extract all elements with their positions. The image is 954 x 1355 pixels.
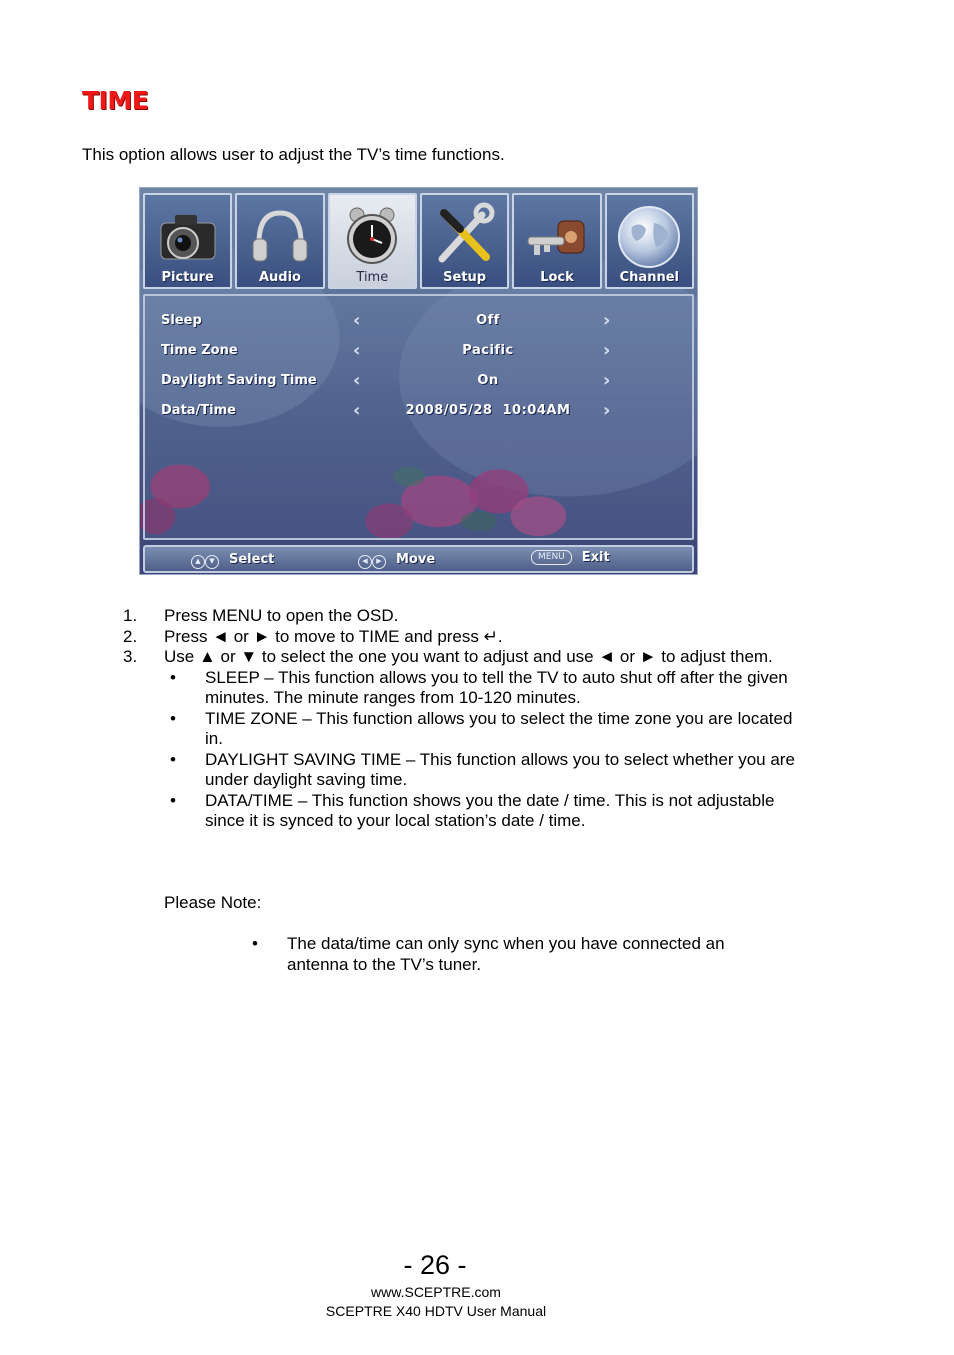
sub-item-text: SLEEP – This function allows you to tell the TV to auto shut off after the given minutes. The minute ranges from 10-120 minutes. bbox=[205, 667, 788, 707]
list-number: 2. bbox=[123, 626, 138, 646]
chevron-right-icon[interactable]: › bbox=[603, 370, 611, 391]
chevron-left-icon[interactable]: ‹ bbox=[353, 340, 361, 361]
lock-icon bbox=[522, 201, 592, 271]
list-text: Press ◄ or ► to move to TIME and press ↵. bbox=[164, 626, 503, 646]
list-text: Use ▲ or ▼ to select the one you want to adjust and use ◄ or ► to adjust them. bbox=[164, 647, 773, 666]
chevron-right-icon[interactable]: › bbox=[603, 340, 611, 361]
setting-row-data-time[interactable] bbox=[145, 396, 692, 426]
instruction-list bbox=[123, 606, 803, 832]
page-number: - 26 - bbox=[403, 1250, 467, 1280]
sub-list-item bbox=[164, 709, 803, 750]
osd-settings-panel bbox=[143, 294, 694, 540]
up-down-icon: ▲ ▼ bbox=[191, 550, 219, 569]
left-right-icon: ◀ ▶ bbox=[358, 550, 386, 569]
tab-channel[interactable] bbox=[605, 193, 694, 289]
sub-list-item bbox=[164, 750, 803, 791]
osd-tab-bar bbox=[143, 193, 694, 289]
tab-picture[interactable] bbox=[143, 193, 232, 289]
tab-lock-label: Lock bbox=[540, 270, 574, 285]
chevron-left-icon[interactable]: ‹ bbox=[353, 400, 361, 421]
manual-title: SCEPTRE X40 HDTV User Manual bbox=[325, 1303, 547, 1319]
headphones-icon bbox=[245, 201, 315, 271]
tab-picture-label: Picture bbox=[161, 270, 214, 285]
bullet-icon: • bbox=[252, 934, 258, 953]
exit-label: Exit bbox=[581, 550, 610, 565]
tab-audio-label: Audio bbox=[258, 270, 301, 285]
note-text: The data/time can only sync when you have connected an antenna to the TV’s tuner. bbox=[287, 934, 725, 974]
setting-label: Time Zone bbox=[161, 343, 238, 358]
setting-row-sleep[interactable] bbox=[145, 306, 692, 336]
list-number: 1. bbox=[123, 606, 138, 625]
sub-item-text: TIME ZONE – This function allows you to select the time zone you are located in. bbox=[205, 708, 793, 748]
list-number: 3. bbox=[123, 647, 138, 666]
intro-text: This option allows user to adjust the TV’s time functions. bbox=[82, 145, 505, 164]
sub-item-text: DAYLIGHT SAVING TIME – This function allows you to select whether you are under daylight saving time. bbox=[205, 749, 795, 789]
alarm-clock-icon bbox=[337, 201, 407, 271]
sub-item-text: DATA/TIME – This function shows you the date / time. This is not adjustable since it is synced to your local station’s date / time. bbox=[205, 790, 775, 830]
bullet-icon: • bbox=[170, 749, 176, 769]
footer-move-hint bbox=[358, 550, 435, 569]
tab-time[interactable] bbox=[328, 193, 417, 289]
chevron-right-icon[interactable]: › bbox=[603, 310, 611, 331]
setting-label: Daylight Saving Time bbox=[161, 373, 317, 388]
setting-row-time-zone[interactable] bbox=[145, 336, 692, 366]
osd-screenshot bbox=[139, 187, 698, 575]
page-heading: TIME bbox=[82, 86, 149, 115]
sub-list-item bbox=[164, 791, 803, 832]
globe-icon bbox=[614, 201, 684, 271]
chevron-left-icon[interactable]: ‹ bbox=[353, 370, 361, 391]
camera-icon bbox=[153, 201, 223, 271]
bullet-icon: • bbox=[170, 790, 176, 810]
tab-setup-label: Setup bbox=[443, 270, 487, 285]
footer-select-hint bbox=[191, 550, 274, 569]
tab-setup[interactable] bbox=[420, 193, 509, 289]
setting-label: Sleep bbox=[161, 313, 202, 328]
move-label: Move bbox=[396, 552, 436, 567]
setting-value: Pacific bbox=[462, 343, 514, 358]
setting-label: Data/Time bbox=[161, 403, 236, 418]
osd-footer-bar bbox=[143, 545, 694, 573]
setting-value: Off bbox=[476, 313, 500, 328]
select-label: Select bbox=[229, 552, 275, 567]
list-item bbox=[123, 647, 803, 668]
chevron-right-icon[interactable]: › bbox=[603, 400, 611, 421]
note-item bbox=[246, 934, 766, 975]
chevron-left-icon[interactable]: ‹ bbox=[353, 310, 361, 331]
footer-exit-hint bbox=[531, 550, 610, 565]
tab-time-label: Time bbox=[356, 270, 389, 285]
list-item bbox=[123, 606, 803, 627]
bullet-icon: • bbox=[170, 708, 176, 728]
menu-badge: MENU bbox=[531, 550, 572, 565]
list-text: Press MENU to open the OSD. bbox=[164, 606, 399, 625]
bullet-icon: • bbox=[170, 667, 176, 687]
setting-value: On bbox=[477, 373, 499, 388]
note-title: Please Note: bbox=[164, 893, 262, 912]
tab-lock[interactable] bbox=[512, 193, 601, 289]
setting-value: 2008/05/28 10:04AM bbox=[405, 403, 571, 418]
tab-audio[interactable] bbox=[235, 193, 324, 289]
list-item bbox=[123, 627, 803, 648]
tab-channel-label: Channel bbox=[619, 270, 679, 285]
tools-icon bbox=[430, 201, 500, 271]
sub-list-item bbox=[164, 668, 803, 709]
website-text: www.SCEPTRE.com bbox=[371, 1284, 501, 1300]
setting-row-daylight-saving[interactable] bbox=[145, 366, 692, 396]
